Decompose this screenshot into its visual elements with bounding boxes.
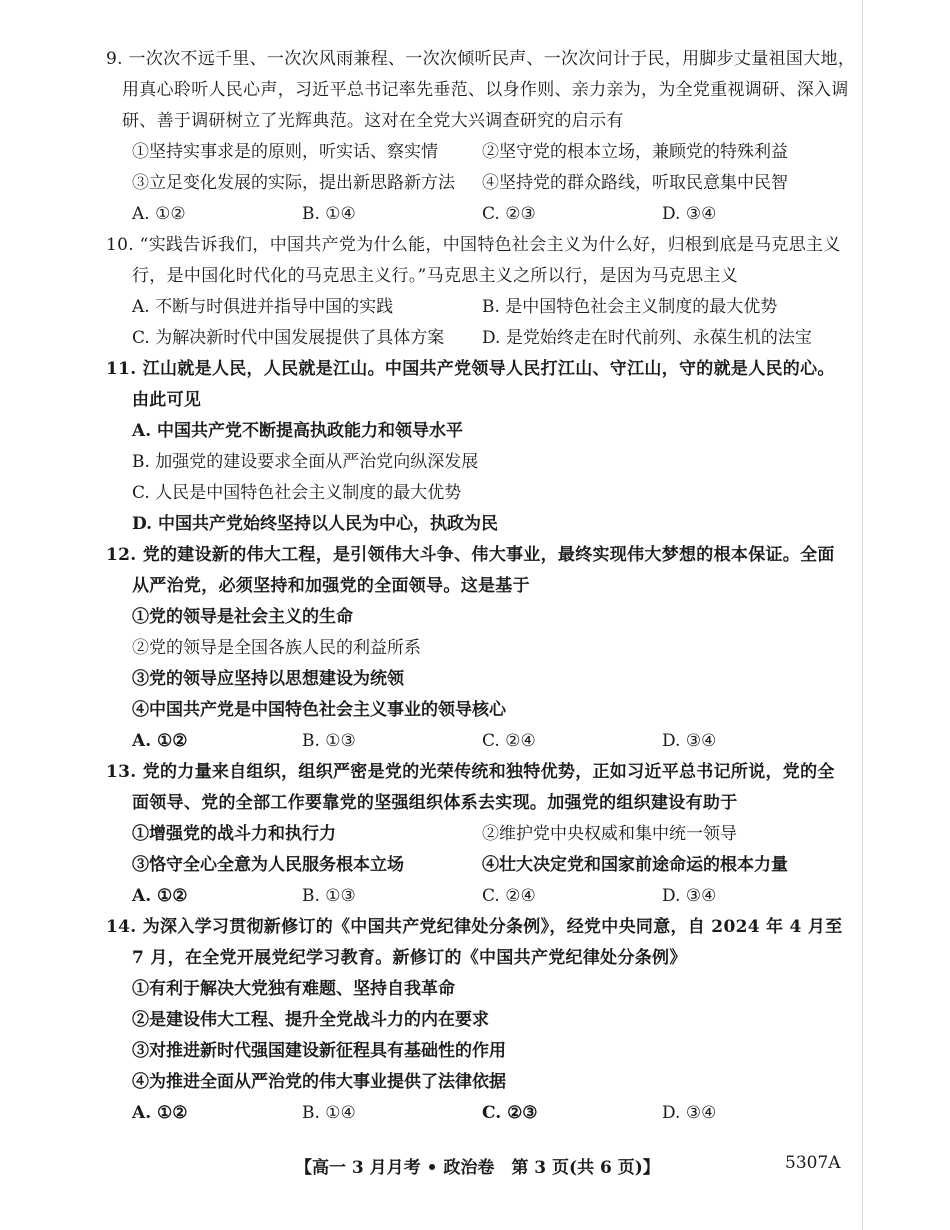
q9-item-2: ②坚守党的根本立场，兼顾党的特殊利益 <box>482 142 788 162</box>
q10-stem-line-1: 10. “实践告诉我们，中国共产党为什么能，中国特色社会主义为什么好，归根到底是马克思主义 <box>106 235 841 255</box>
q12-item-1: ①党的领导是社会主义的生命 <box>132 607 353 627</box>
q14-stem-line-2: 7 月，在全党开展党纪学习教育。新修订的《中国共产党纪律处分条例》 <box>132 948 687 968</box>
q10-choice-c[interactable]: C. 为解决新时代中国发展提供了具体方案 <box>132 328 445 348</box>
q9-stem-line-2: 用真心聆听人民心声，习近平总书记率先垂范、以身作则、亲力亲为，为全党重视调研、深入调 <box>122 80 849 100</box>
q14-choice-b[interactable]: B. ①④ <box>302 1103 356 1123</box>
q12-choice-d[interactable]: D. ③④ <box>662 731 717 751</box>
q9-item-4: ④坚持党的群众路线，听取民意集中民智 <box>482 173 788 193</box>
q13-stem-line-1: 13. 党的力量来自组织，组织严密是党的光荣传统和独特优势，正如习近平总书记所说，党的全 <box>106 762 835 782</box>
q14-stem-line-1: 14. 为深入学习贯彻新修订的《中国共产党纪律处分条例》，经党中央同意，自 2024 年 4 月至 <box>106 917 843 937</box>
q9-choice-d[interactable]: D. ③④ <box>662 204 717 224</box>
q13-choice-a[interactable]: A. ①② <box>132 886 188 906</box>
q9-choice-a[interactable]: A. ①② <box>132 204 186 224</box>
q12-item-3: ③党的领导应坚持以思想建设为统领 <box>132 669 404 689</box>
q10-stem-line-2: 行，是中国化时代化的马克思主义行。”马克思主义之所以行，是因为马克思主义 <box>132 266 738 286</box>
q9-choice-c[interactable]: C. ②③ <box>482 204 536 224</box>
q14-item-1: ①有利于解决大党独有难题、坚持自我革命 <box>132 979 455 999</box>
q14-item-2: ②是建设伟大工程、提升全党战斗力的内在要求 <box>132 1010 489 1030</box>
q9-item-3: ③立足变化发展的实际，提出新思路新方法 <box>132 173 455 193</box>
q14-choice-a[interactable]: A. ①② <box>132 1103 188 1123</box>
q9-stem-line-3: 研、善于调研树立了光辉典范。这对在全党大兴调查研究的启示有 <box>122 111 624 131</box>
q11-choice-c[interactable]: C. 人民是中国特色社会主义制度的最大优势 <box>132 483 462 503</box>
q12-choice-c[interactable]: C. ②④ <box>482 731 536 751</box>
q14-choice-c[interactable]: C. ②③ <box>482 1103 538 1123</box>
q13-stem-line-2: 面领导、党的全部工作要靠党的坚强组织体系去实现。加强党的组织建设有助于 <box>132 793 738 813</box>
q12-item-2: ②党的领导是全国各族人民的利益所系 <box>132 638 421 658</box>
q11-choice-d[interactable]: D. 中国共产党始终坚持以人民为中心，执政为民 <box>132 514 498 534</box>
q13-choice-b[interactable]: B. ①③ <box>302 886 356 906</box>
q10-choice-d[interactable]: D. 是党始终走在时代前列、永葆生机的法宝 <box>482 328 812 348</box>
q12-stem-line-2: 从严治党，必须坚持和加强党的全面领导。这是基于 <box>132 576 530 596</box>
q11-choice-a[interactable]: A. 中国共产党不断提高执政能力和领导水平 <box>132 421 464 441</box>
q10-choice-b[interactable]: B. 是中国特色社会主义制度的最大优势 <box>482 297 778 317</box>
q11-stem-line-1: 11. 江山就是人民，人民就是江山。中国共产党领导人民打江山、守江山，守的就是人民的心。 <box>106 359 835 379</box>
q10-choice-a[interactable]: A. 不断与时俱进并指导中国的实践 <box>132 297 394 317</box>
q14-choice-d[interactable]: D. ③④ <box>662 1103 717 1123</box>
q13-item-2: ②维护党中央权威和集中统一领导 <box>482 824 737 844</box>
q9-choice-b[interactable]: B. ①④ <box>302 204 356 224</box>
q12-item-4: ④中国共产党是中国特色社会主义事业的领导核心 <box>132 700 506 720</box>
q9-stem-line-1: 9. 一次次不远千里、一次次风雨兼程、一次次倾听民声、一次次问计于民，用脚步丈量祖国大地， <box>106 49 856 69</box>
q14-item-3: ③对推进新时代强国建设新征程具有基础性的作用 <box>132 1041 506 1061</box>
q14-item-4: ④为推进全面从严治党的伟大事业提供了法律依据 <box>132 1072 506 1092</box>
page-edge-line <box>862 0 863 1230</box>
q9-item-1: ①坚持实事求是的原则，听实话、察实情 <box>132 142 438 162</box>
q13-choice-c[interactable]: C. ②④ <box>482 886 536 906</box>
q12-stem-line-1: 12. 党的建设新的伟大工程，是引领伟大斗争、伟大事业，最终实现伟大梦想的根本保证。全面 <box>106 545 835 565</box>
q13-item-4: ④壮大决定党和国家前途命运的根本力量 <box>482 855 788 875</box>
q11-choice-b[interactable]: B. 加强党的建设要求全面从严治党向纵深发展 <box>132 452 479 472</box>
q13-item-3: ③恪守全心全意为人民服务根本立场 <box>132 855 404 875</box>
q12-choice-a[interactable]: A. ①② <box>132 731 188 751</box>
q11-stem-line-2: 由此可见 <box>132 390 202 410</box>
q13-item-1: ①增强党的战斗力和执行力 <box>132 824 336 844</box>
footer-label: 【高一 3 月月考 • 政治卷 第 3 页(共 6 页)】 <box>295 1158 660 1178</box>
q12-choice-b[interactable]: B. ①③ <box>302 731 356 751</box>
q13-choice-d[interactable]: D. ③④ <box>662 886 717 906</box>
footer-code: 5307A <box>785 1153 841 1173</box>
